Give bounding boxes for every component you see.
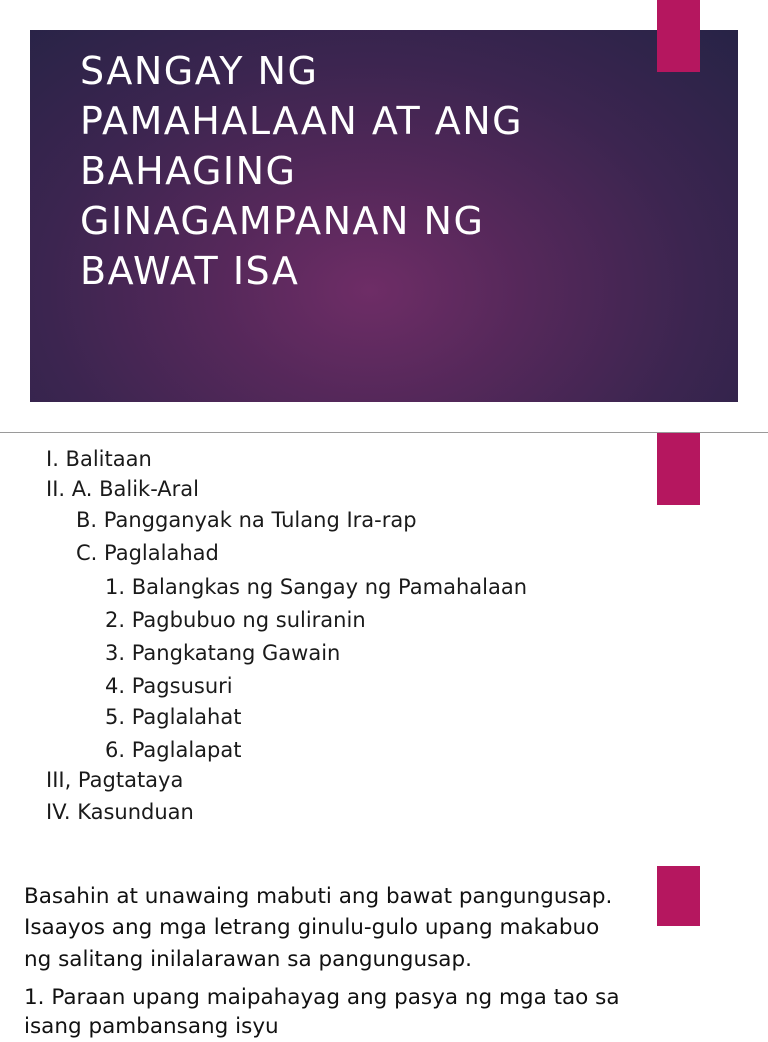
instruction-line: Basahin at unawaing mabuti ang bawat pangungusap. [24, 884, 613, 909]
slide-title: SANGAY NG PAMAHALAAN AT ANG BAHAGING GINAGAMPANAN NG BAWAT ISA [80, 49, 524, 293]
outline-item: B. Pangganyak na Tulang Ira-rap [76, 508, 417, 532]
outline-item: 3. Pangkatang Gawain [105, 641, 341, 665]
title-panel [30, 30, 738, 402]
outline-item: II. A. Balik-Aral [46, 477, 200, 501]
outline-item: I. Balitaan [46, 447, 152, 471]
question-line: isang pambansang isyu [24, 1014, 279, 1039]
instruction-line: Isaayos ang mga letrang ginulu-gulo upang makabuo [24, 915, 600, 940]
accent-bar [657, 866, 700, 926]
outline-item: III, Pagtataya [46, 768, 184, 792]
outline-item: 4. Pagsusuri [105, 674, 233, 698]
instruction-line: ng salitang inilalarawan sa pangungusap. [24, 947, 472, 972]
instructions-slide [0, 866, 768, 1039]
title-slide [0, 0, 768, 432]
outline-item: 1. Balangkas ng Sangay ng Pamahalaan [105, 575, 528, 599]
outline-item: 6. Paglalapat [105, 738, 242, 762]
accent-bar [657, 433, 700, 505]
outline-item: 2. Pagbubuo ng suliranin [105, 608, 366, 632]
outline-item: IV. Kasunduan [46, 800, 194, 824]
question-line: 1. Paraan upang maipahayag ang pasya ng mga tao sa [24, 985, 620, 1010]
outline-item: C. Paglalahad [76, 541, 219, 565]
accent-bar [657, 0, 700, 72]
outline-item: 5. Paglalahat [105, 705, 242, 729]
outline-slide [0, 433, 768, 853]
